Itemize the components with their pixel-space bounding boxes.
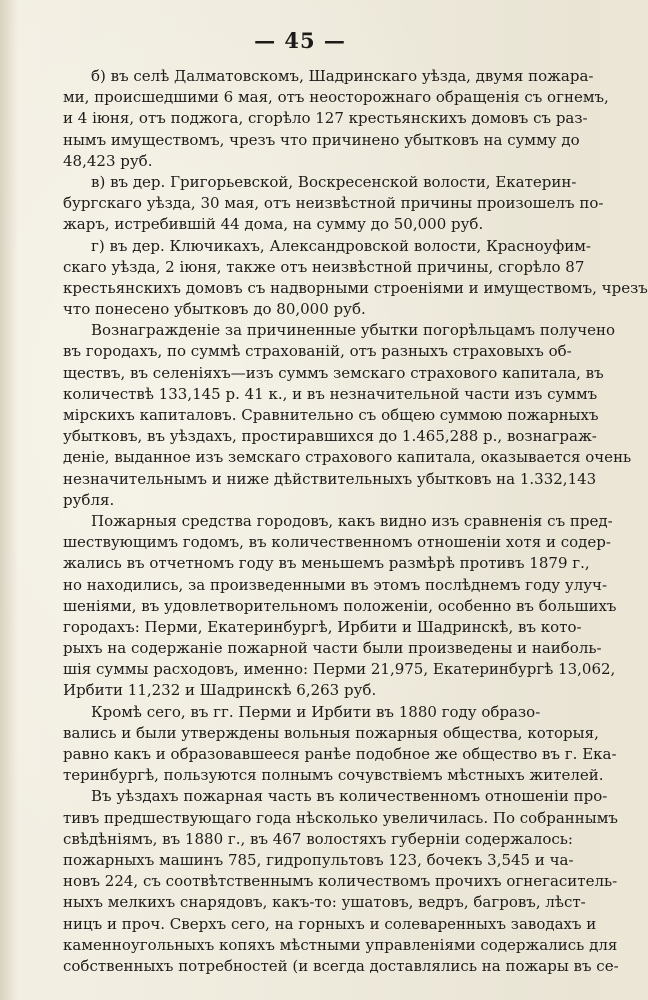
paragraph	[63, 236, 648, 321]
text-line: в) въ дер. Григорьевской, Воскресенской волости, Екатерин-	[91, 172, 577, 191]
paragraph	[63, 66, 609, 172]
text-line: и 4 іюня, отъ поджога, сгорѣло 127 крестьянскихъ домовъ съ раз-	[63, 109, 588, 128]
text-line: Ирбити 11,232 и Шадринскѣ 6,263 руб.	[63, 681, 377, 700]
text-line: бургскаго уѣзда, 30 мая, отъ неизвѣстной причины произошелъ по-	[63, 194, 604, 213]
text-line: шеніями, въ удовлетворительномъ положеніи, особенно въ большихъ	[63, 596, 617, 615]
text-line: ми, происшедшими 6 мая, отъ неосторожнаго обращенія съ огнемъ,	[63, 88, 609, 107]
text-line: нымъ имуществомъ, чрезъ что причинено убытковъ на сумму до	[63, 130, 580, 149]
text-line: но находились, за произведенными въ этомъ послѣднемъ году улуч-	[63, 575, 608, 594]
paragraph	[63, 702, 617, 787]
text-line: пожарныхъ машинъ 785, гидропультовъ 123, бочекъ 3,545 и ча-	[63, 850, 574, 869]
text-line: равно какъ и образовавшееся ранѣе подобное же общество въ г. Ека-	[63, 745, 617, 763]
paragraph	[63, 511, 617, 702]
paragraph	[63, 172, 604, 236]
text-line: 48,423 руб.	[63, 151, 153, 170]
text-line: шествующимъ годомъ, въ количественномъ отношеніи хотя и содер-	[63, 533, 611, 552]
text-line: рубля.	[63, 490, 115, 509]
text-line: Кромѣ сего, въ гг. Перми и Ирбити въ 1880 году образо-	[91, 702, 541, 721]
text-line: тивъ предшествующаго года нѣсколько увеличилась. По собраннымъ	[63, 808, 618, 827]
text-line: теринбургѣ, пользуются полнымъ сочувствіемъ мѣстныхъ жителей.	[63, 766, 604, 785]
paragraph	[63, 320, 632, 511]
text-line: каменноугольныхъ копяхъ мѣстными управленіями содержались для	[63, 935, 618, 954]
text-line: убытковъ, въ уѣздахъ, простиравшихся до 1.465,288 р., вознаграж-	[63, 427, 597, 446]
text-line: свѣдѣніямъ, въ 1880 г., въ 467 волостяхъ губерніи содержалось:	[63, 829, 573, 848]
text-line: крестьянскихъ домовъ съ надворными строеніями и имуществомъ, чрезъ	[63, 278, 648, 297]
page-number: — 45 —	[254, 28, 346, 53]
text-line: ныхъ мелкихъ снарядовъ, какъ-то: ушатовъ, ведръ, багровъ, лѣст-	[63, 893, 586, 912]
text-line: городахъ: Перми, Екатеринбургѣ, Ирбити и Шадринскѣ, въ кото-	[63, 617, 582, 636]
text-line: вались и были утверждены вольныя пожарныя общества, которыя,	[63, 723, 599, 742]
text-line: скаго уѣзда, 2 іюня, также отъ неизвѣстной причины, сгорѣло 87	[63, 257, 585, 276]
text-line: жались въ отчетномъ году въ меньшемъ размѣрѣ противъ 1879 г.,	[63, 554, 590, 573]
text-line: жаръ, истребившій 44 дома, на сумму до 50,000 руб.	[63, 215, 484, 234]
text-line: Пожарныя средства городовъ, какъ видно изъ сравненія съ пред-	[91, 511, 613, 530]
text-line: что понесено убытковъ до 80,000 руб.	[63, 300, 366, 319]
text-line: ницъ и проч. Сверхъ сего, на горныхъ и солеваренныхъ заводахъ и	[63, 914, 597, 933]
text-line: новъ 224, съ соотвѣтственнымъ количествомъ прочихъ огнегаситель-	[63, 872, 618, 891]
body-text	[63, 66, 648, 977]
text-line: ществъ, въ селеніяхъ—изъ суммъ земскаго страхового капитала, въ	[63, 363, 604, 382]
text-line: собственныхъ потребностей (и всегда доставлялись на пожары въ се-	[63, 956, 619, 975]
text-line: количествѣ 133,145 р. 41 к., и въ незначительной части изъ суммъ	[63, 384, 598, 403]
text-line: мірскихъ капиталовъ. Сравнительно съ общею суммою пожарныхъ	[63, 406, 599, 424]
text-line: б) въ селѣ Далматовскомъ, Шадринскаго уѣзда, двумя пожара-	[91, 67, 594, 85]
text-line: шія суммы расходовъ, именно: Перми 21,975, Екатеринбургѣ 13,062,	[63, 660, 616, 679]
paragraph	[63, 786, 619, 977]
text-line: рыхъ на содержаніе пожарной части были произведены и наиболь-	[63, 639, 602, 658]
text-line: Вознагражденіе за причиненные убытки погорѣльцамъ получено	[91, 321, 616, 340]
text-line: Въ уѣздахъ пожарная часть въ количественномъ отношеніи про-	[91, 787, 608, 806]
text-line: въ городахъ, по суммѣ страхованій, отъ разныхъ страховыхъ об-	[63, 342, 572, 361]
text-line: г) въ дер. Ключикахъ, Александровской волости, Красноуфим-	[91, 236, 591, 255]
text-line: незначительнымъ и ниже дѣйствительныхъ убытковъ на 1.332,143	[63, 469, 597, 488]
text-line: деніе, выданное изъ земскаго страхового капитала, оказывается очень	[63, 448, 632, 467]
binding-gutter-shadow	[0, 0, 18, 1000]
